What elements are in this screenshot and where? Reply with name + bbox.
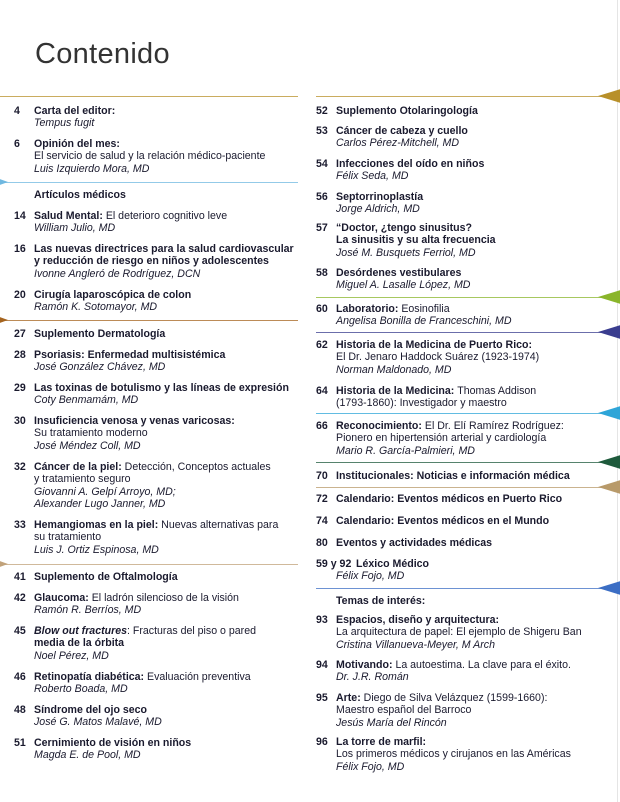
entry-text [336, 537, 616, 549]
page-number: 57 [316, 222, 328, 234]
entry-segment: Historia de la Medicina: [336, 385, 458, 397]
entry-line [34, 671, 304, 683]
entry-segment: Los primeros médicos y cirujanos en las Américas [336, 748, 571, 761]
section-tab-icon [0, 556, 8, 572]
section-tab-icon [598, 88, 620, 104]
entry-text [336, 692, 616, 729]
entry-segment: su tratamiento [34, 531, 102, 544]
entry-segment: La torre de marfil: [336, 736, 427, 748]
entry-line [34, 637, 304, 649]
entry-line [336, 445, 616, 457]
entry-line [34, 163, 304, 175]
entry-segment: El Dr. Jenaro Haddock Suárez (1923-1974) [336, 351, 540, 364]
entry-segment: Temas de interés: [336, 595, 426, 607]
section-divider [316, 588, 620, 589]
entry-line [34, 604, 304, 616]
entry-segment: Luis Izquierdo Mora, MD [34, 162, 150, 175]
entry-line [34, 268, 304, 280]
entry-segment: William Julio, MD [34, 222, 116, 235]
section-divider [0, 320, 298, 321]
entry-text [34, 189, 304, 201]
entry-segment: El servicio de salud y la relación médico-paciente [34, 150, 266, 163]
entry-segment: Ivonne Angleró de Rodríguez, DCN [34, 267, 201, 280]
entry-line [34, 361, 304, 373]
entry-line [34, 531, 304, 543]
page-number: 46 [14, 671, 26, 683]
entry-segment: Norman Maldonado, MD [336, 363, 452, 376]
entry-text [34, 105, 304, 130]
page-number: 62 [316, 339, 328, 351]
entry-line [336, 170, 616, 182]
section-divider [316, 462, 620, 463]
entry-line [34, 243, 304, 255]
section-divider [0, 96, 298, 97]
page-number: 64 [316, 385, 328, 397]
entry-line [336, 761, 616, 773]
entry-segment: Cirugía laparoscópica de colon [34, 289, 192, 301]
entry-line [336, 279, 616, 291]
entry-text [336, 385, 616, 410]
section-tab-icon [598, 324, 620, 340]
entry-text [34, 328, 304, 340]
section-divider [316, 96, 620, 97]
page-number: 33 [14, 519, 26, 531]
entry-segment: Carta del editor: [34, 105, 116, 117]
entry-segment: media de la órbita [34, 637, 125, 650]
section-tab-icon [598, 454, 620, 470]
entry-segment: José González Chávez, MD [34, 361, 166, 374]
section-tab-icon [0, 174, 8, 190]
entry-segment: (1793-1860): Investigador y maestro [336, 397, 507, 410]
entry-line [34, 473, 304, 485]
page-number: 95 [316, 692, 328, 704]
entry-segment: Carlos Pérez-Mitchell, MD [336, 137, 460, 150]
entry-text [34, 289, 304, 314]
page-number: 4 [14, 105, 20, 117]
entry-text [34, 704, 304, 729]
entry-segment: Eosinofilia [401, 303, 450, 315]
entry-line [336, 432, 616, 444]
page-number: 20 [14, 289, 26, 301]
entry-text [336, 191, 616, 216]
page-number: 70 [316, 470, 328, 482]
entry-line [34, 255, 304, 267]
entry-line [336, 105, 616, 117]
entry-segment: Ramón K. Sotomayor, MD [34, 301, 158, 314]
entry-line [336, 736, 616, 748]
entry-segment: Glaucoma: [34, 592, 92, 604]
entry-segment: Noel Pérez, MD [34, 649, 109, 662]
entry-line [34, 427, 304, 439]
section-divider [316, 413, 620, 414]
entry-text [34, 461, 304, 510]
entry-text [336, 158, 616, 183]
entry-segment: Calendario: Eventos médicos en el Mundo [336, 515, 550, 527]
entry-segment: Opinión del mes: [34, 138, 120, 150]
entry-line [34, 519, 304, 531]
entry-segment: “Doctor, ¿tengo sinusitus? [336, 222, 472, 234]
entry-line [336, 595, 616, 607]
entry-segment: Insuficiencia venosa y venas varicosas: [34, 415, 235, 427]
page-number: 80 [316, 537, 328, 549]
entry-line [336, 339, 616, 351]
section-tab-icon [598, 479, 620, 495]
entry-text [34, 382, 304, 407]
entry-segment: Cristina Villanueva-Meyer, M Arch [336, 638, 495, 651]
entry-line [336, 203, 616, 215]
entry-segment: Léxico Médico [356, 558, 429, 570]
entry-segment: Coty Benmamám, MD [34, 394, 139, 407]
entry-segment: Hemangiomas en la piel: [34, 519, 162, 531]
entry-line [336, 125, 616, 137]
entry-text [336, 303, 616, 328]
entry-line [336, 234, 616, 246]
entry-line [34, 737, 304, 749]
entry-segment: El ladrón silencioso de la visión [91, 592, 239, 604]
page-number: 27 [14, 328, 26, 340]
entry-segment: La sinusitis y su alta frecuencia [336, 234, 496, 247]
entry-segment: Félix Fojo, MD [336, 570, 405, 583]
entry-text [34, 243, 304, 280]
entry-segment: Cáncer de la piel: [34, 461, 125, 473]
entry-text [336, 736, 616, 773]
page-number: 32 [14, 461, 26, 473]
entry-segment: y tratamiento seguro [34, 473, 131, 486]
entry-line [34, 349, 304, 361]
section-tab-icon [598, 580, 620, 596]
entry-text [336, 420, 616, 457]
entry-line [336, 222, 616, 234]
entry-segment: Motivando: [336, 659, 396, 671]
section-tab-icon [598, 289, 620, 305]
entry-text [34, 592, 304, 617]
entry-segment: Maestro español del Barroco [336, 704, 472, 717]
page-number: 14 [14, 210, 26, 222]
section-divider [0, 564, 298, 565]
entry-segment: Dr. J.R. Román [336, 671, 409, 684]
entry-line [336, 364, 616, 376]
page-number: 59 y 92 [316, 558, 352, 570]
entry-line [34, 138, 304, 150]
entry-line [34, 440, 304, 452]
entry-line [316, 570, 616, 582]
section-divider [316, 487, 620, 488]
entry-segment: Evaluación preventiva [147, 671, 251, 683]
entry-line [336, 659, 616, 671]
entry-line [34, 544, 304, 556]
entry-text [34, 519, 304, 556]
entry-segment: Cernimiento de visión en niños [34, 737, 192, 749]
entry-segment: José M. Busquets Ferriol, MD [336, 246, 476, 259]
entry-text [336, 125, 616, 150]
entry-line [34, 486, 304, 498]
entry-text [34, 571, 304, 583]
entry-line [34, 150, 304, 162]
entry-segment: Institucionales: Noticias e información médica [336, 470, 570, 482]
page-number: 51 [14, 737, 26, 749]
entry-line [336, 191, 616, 203]
page-number: 96 [316, 736, 328, 748]
page-number: 29 [14, 382, 26, 394]
entry-text [336, 614, 616, 651]
entry-segment: Infecciones del oído en niños [336, 158, 485, 170]
entry-line [34, 222, 304, 234]
page-number: 60 [316, 303, 328, 315]
page-number: 93 [316, 614, 328, 626]
entry-line [336, 704, 616, 716]
entry-line [34, 498, 304, 510]
page-number: 53 [316, 125, 328, 137]
page-number: 6 [14, 138, 20, 150]
entry-line [336, 639, 616, 651]
entry-segment: Miguel A. Lasalle López, MD [336, 279, 471, 292]
entry-text [336, 105, 616, 117]
section-divider [316, 297, 620, 298]
entry-text [34, 415, 304, 452]
entry-segment: Giovanni A. Gelpí Arroyo, MD; [34, 485, 176, 498]
entry-segment: Suplemento de Oftalmología [34, 571, 178, 583]
entry-segment: Su tratamiento moderno [34, 427, 148, 440]
entry-line [34, 592, 304, 604]
entry-text [34, 737, 304, 762]
entry-line [34, 461, 304, 473]
entry-segment: Psoriasis: Enfermedad multisistémica [34, 349, 226, 361]
entry-segment: Las toxinas de botulismo y las líneas de expresión [34, 382, 289, 394]
page-number: 28 [14, 349, 26, 361]
entry-segment: La autoestima. La clave para el éxito. [395, 659, 571, 671]
entry-line [336, 470, 616, 482]
entry-segment: La arquitectura de papel: El ejemplo de Shigeru Ban [336, 626, 582, 639]
entry-segment: Félix Seda, MD [336, 170, 409, 183]
entry-line [34, 301, 304, 313]
entry-line [336, 351, 616, 363]
entry-segment: Tempus fugit [34, 117, 95, 130]
entry-segment: Septorrinoplastía [336, 191, 424, 203]
entry-line [336, 671, 616, 683]
entry-line [34, 625, 304, 637]
entry-line [336, 267, 616, 279]
entry-segment: Laboratorio: [336, 303, 402, 315]
entry-line [34, 716, 304, 728]
entry-segment: Suplemento Dermatología [34, 328, 166, 340]
page-number: 94 [316, 659, 328, 671]
section-divider [316, 332, 620, 333]
entry-line [34, 394, 304, 406]
entry-segment: Reconocimiento: [336, 420, 425, 432]
entry-line [34, 382, 304, 394]
entry-line [34, 683, 304, 695]
page-number: 42 [14, 592, 26, 604]
entry-segment: Arte: [336, 692, 364, 704]
page-number: 30 [14, 415, 26, 427]
entry-line [34, 571, 304, 583]
entry-line [34, 650, 304, 662]
entry-segment: Luis J. Ortiz Espinosa, MD [34, 543, 159, 556]
entry-text [336, 595, 616, 607]
entry-line [336, 315, 616, 327]
page-number: 52 [316, 105, 328, 117]
page-number: 72 [316, 493, 328, 505]
entry-line [34, 328, 304, 340]
page-number: 74 [316, 515, 328, 527]
page-number: 66 [316, 420, 328, 432]
entry-text [316, 558, 616, 583]
section-tab-icon [0, 312, 8, 328]
entry-segment: Las nuevas directrices para la salud cardiovascular [34, 243, 294, 255]
entry-line [34, 210, 304, 222]
entry-text [34, 349, 304, 374]
entry-line [34, 117, 304, 129]
entry-line [316, 558, 616, 570]
entry-segment: Pionero en hipertensión arterial y cardiología [336, 432, 547, 445]
entry-segment: José Méndez Coll, MD [34, 439, 141, 452]
entry-line [34, 189, 304, 201]
entry-text [336, 267, 616, 292]
entry-line [336, 303, 616, 315]
entry-segment: Ramón R. Berríos, MD [34, 604, 142, 617]
page-number: 48 [14, 704, 26, 716]
entry-text [336, 659, 616, 684]
page-number: 56 [316, 191, 328, 203]
entry-segment: Eventos y actividades médicas [336, 537, 493, 549]
section-divider [0, 182, 298, 183]
entry-text [34, 671, 304, 696]
entry-line [34, 105, 304, 117]
entry-segment: Jorge Aldrich, MD [336, 203, 420, 216]
page-title: Contenido [35, 38, 170, 70]
entry-segment: Historia de la Medicina de Puerto Rico: [336, 339, 533, 351]
entry-line [336, 614, 616, 626]
entry-text [34, 138, 304, 175]
entry-text [336, 470, 616, 482]
entry-segment: El Dr. Elí Ramírez Rodríguez: [424, 420, 564, 432]
entry-text [34, 210, 304, 235]
entry-segment: : Fracturas del piso o pared [127, 625, 256, 637]
entry-segment: Mario R. García-Palmieri, MD [336, 444, 475, 457]
entry-line [336, 537, 616, 549]
entry-line [336, 247, 616, 259]
entry-segment: Angelisa Bonilla de Franceschini, MD [336, 315, 512, 328]
entry-segment: Jesús María del Rincón [336, 716, 447, 729]
entry-line [336, 626, 616, 638]
entry-segment: Diego de Silva Velázquez (1599-1660): [363, 692, 548, 704]
section-tab-icon [598, 405, 620, 421]
page-number: 45 [14, 625, 26, 637]
page-edge-rule [617, 0, 618, 802]
entry-segment: Thomas Addison [457, 385, 537, 397]
entry-line [34, 289, 304, 301]
entry-segment: Espacios, diseño y arquitectura: [336, 614, 500, 626]
entry-line [336, 692, 616, 704]
entry-line [336, 748, 616, 760]
page-number: 58 [316, 267, 328, 279]
entry-segment: Alexander Lugo Janner, MD [34, 497, 166, 510]
entry-line [336, 158, 616, 170]
entry-segment: Blow out fractures [34, 625, 128, 637]
entry-segment: y reducción de riesgo en niños y adolescentes [34, 255, 269, 268]
entry-segment: El deterioro cognitivo leve [105, 210, 228, 222]
entry-line [336, 515, 616, 527]
entry-text [336, 515, 616, 527]
entry-segment: Cáncer de cabeza y cuello [336, 125, 468, 137]
page-number: 16 [14, 243, 26, 255]
entry-segment: Roberto Boada, MD [34, 683, 128, 696]
entry-line [34, 415, 304, 427]
entry-segment: Detección, Conceptos actuales [124, 461, 271, 473]
entry-text [336, 493, 616, 505]
entry-segment: Suplemento Otolaringología [336, 105, 478, 117]
entry-segment: Artículos médicos [34, 189, 126, 201]
entry-line [336, 137, 616, 149]
entry-text [34, 625, 304, 662]
entry-segment: José G. Matos Malavé, MD [34, 716, 162, 729]
entry-line [336, 385, 616, 397]
entry-segment: Nuevas alternativas para [161, 519, 279, 531]
entry-segment: Félix Fojo, MD [336, 760, 405, 773]
entry-text [336, 339, 616, 376]
page-number: 41 [14, 571, 26, 583]
entry-segment: Magda E. de Pool, MD [34, 749, 141, 762]
entry-line [336, 493, 616, 505]
entry-line [336, 397, 616, 409]
entry-segment: Salud Mental: [34, 210, 106, 222]
entry-line [336, 420, 616, 432]
entry-segment: Calendario: Eventos médicos en Puerto Rico [336, 493, 563, 505]
entry-segment: Desórdenes vestibulares [336, 267, 462, 279]
entry-text [336, 222, 616, 259]
entry-segment: Síndrome del ojo seco [34, 704, 148, 716]
entry-line [34, 704, 304, 716]
entry-segment: Retinopatía diabética: [34, 671, 148, 683]
entry-line [336, 717, 616, 729]
entry-line [34, 749, 304, 761]
page-number: 54 [316, 158, 328, 170]
